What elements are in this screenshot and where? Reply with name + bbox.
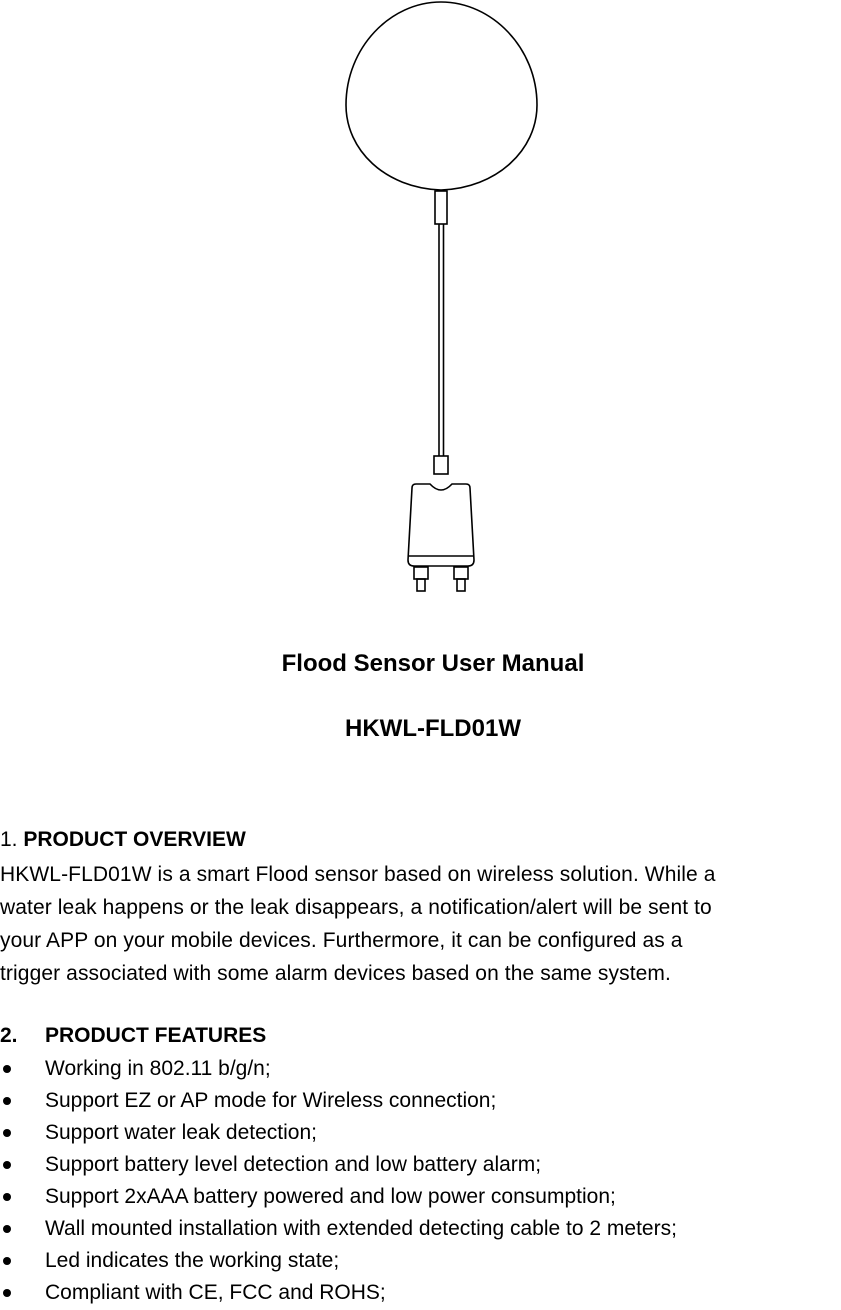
list-item xyxy=(0,1149,841,1181)
overview-line: trigger associated with some alarm devices based on the same system. xyxy=(0,962,671,985)
feature-text: Led indicates the working state; xyxy=(45,1249,340,1272)
feature-text: Wall mounted installation with extended detecting cable to 2 meters; xyxy=(45,1217,677,1240)
bullet-icon xyxy=(3,1161,11,1169)
probe-head xyxy=(408,484,474,566)
sensor-body xyxy=(346,2,537,190)
bullet-icon xyxy=(3,1225,11,1233)
feature-text: Working in 802.11 b/g/n; xyxy=(45,1057,271,1080)
model-number: HKWL-FLD01W xyxy=(345,715,521,742)
list-item xyxy=(0,1213,841,1245)
features-title: PRODUCT FEATURES xyxy=(45,1024,267,1047)
bullet-icon xyxy=(3,1129,11,1137)
feature-text: Support water leak detection; xyxy=(45,1121,317,1144)
feature-text: Compliant with CE, FCC and ROHS; xyxy=(45,1281,386,1304)
features-heading xyxy=(0,1024,841,1048)
product-overview-section xyxy=(0,828,841,990)
feature-text: Support 2xAAA battery powered and low power consumption; xyxy=(45,1185,616,1208)
cable-upper-connector xyxy=(435,191,447,224)
overview-line: HKWL-FLD01W is a smart Flood sensor based on wireless solution. While a xyxy=(0,863,716,886)
overview-line: your APP on your mobile devices. Furthermore, it can be configured as a xyxy=(0,929,683,952)
bullet-icon xyxy=(3,1097,11,1105)
overview-paragraph xyxy=(0,858,841,990)
list-item xyxy=(0,1181,841,1213)
list-item xyxy=(0,1053,841,1085)
feature-text: Support EZ or AP mode for Wireless connection; xyxy=(45,1089,497,1112)
bullet-icon xyxy=(3,1193,11,1201)
list-item xyxy=(0,1277,841,1309)
probe-pin-left xyxy=(414,567,428,579)
feature-text: Support battery level detection and low battery alarm; xyxy=(45,1153,542,1176)
overview-heading xyxy=(0,828,841,852)
bullet-icon xyxy=(3,1065,11,1073)
overview-line: water leak happens or the leak disappears, a notification/alert will be sent to xyxy=(0,896,712,919)
overview-number: 1. xyxy=(0,828,18,851)
overview-title: PRODUCT OVERVIEW xyxy=(23,828,246,851)
bullet-icon xyxy=(3,1257,11,1265)
bullet-icon xyxy=(3,1289,11,1297)
probe-pin-right xyxy=(454,567,468,579)
list-item xyxy=(0,1117,841,1149)
flood-sensor-illustration xyxy=(0,0,841,610)
list-item xyxy=(0,1245,841,1277)
page-title: Flood Sensor User Manual xyxy=(281,650,585,677)
feature-list xyxy=(0,1053,841,1309)
list-item xyxy=(0,1085,841,1117)
features-number: 2. xyxy=(0,1024,18,1047)
cable-lower-connector xyxy=(434,456,448,474)
product-features-section xyxy=(0,1024,841,1309)
